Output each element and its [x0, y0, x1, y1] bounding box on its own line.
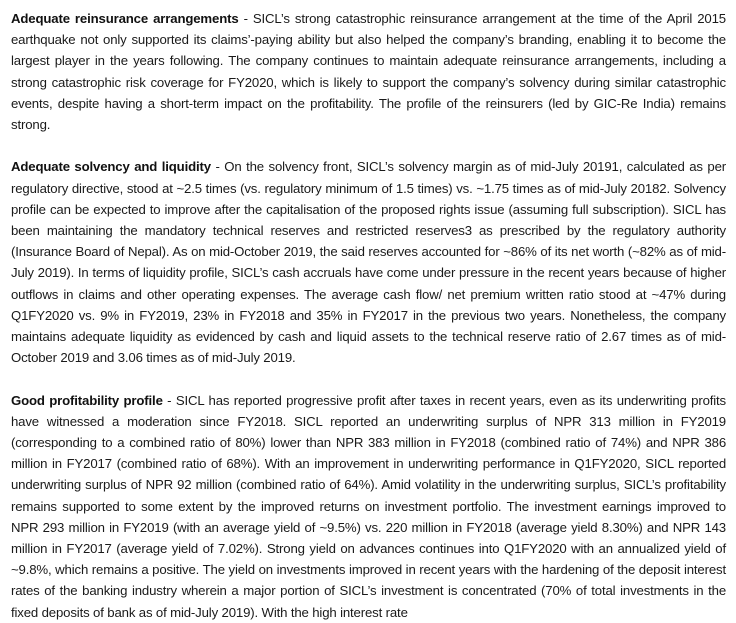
paragraph-body: SICL’s strong catastrophic reinsurance arrangement at the time of the April 2015 earthquake not only supported its claims’-paying ability but also helped the company’s branding, enabling it to become the largest player in the years following. The company continues to maintain adequate reinsurance arrangements, including a strong catastrophic risk coverage for FY2020, which is likely to support the company’s solvency during similar catastrophic events, despite having a short-term impact on the profitability. The profile of the reinsurers (led by GIC-Re India) remains strong. [11, 11, 726, 133]
paragraph-body: On the solvency front, SICL’s solvency margin as of mid-July 20191, calculated as per regulatory directive, stood at ~2.5 times (vs. regulatory minimum of 1.5 times) vs. ~1.75 times as of mid-July 20182. Solvency profile can be expected to improve after the capitalisation of the proposed rights issue (assuming full subscription). SICL has been maintaining the mandatory technical reserves and restricted reserves3 as prescribed by the regulatory authority (Insurance Board of Nepal). As on mid-October 2019, the said reserves accounted for ~86% of its net worth (~82% as of mid-July 2019). In terms of liquidity profile, SICL’s cash accruals have come under pressure in the recent years because of higher outflows in claims and other operating expenses. The average cash flow/ net premium written ratio stood at ~47% during Q1FY2020 vs. 9% in FY2019, 23% in FY2018 and 35% in FY2017 in the previous two years. Nonetheless, the company maintains adequate liquidity as evidenced by cash and liquid assets to the technical reserve ratio of 2.67 times as of mid-October 2019 and 3.06 times as of mid-July 2019. [11, 159, 726, 366]
heading-separator: - [238, 11, 253, 26]
paragraph-profitability [11, 390, 726, 623]
paragraph-heading: Adequate solvency and liquidity [11, 159, 211, 175]
heading-separator: - [162, 392, 176, 408]
paragraph-reinsurance [11, 8, 726, 135]
paragraph-body: SICL has reported progressive profit after taxes in recent years, even as its underwriting profits have witnessed a moderation since FY2018. SICL reported an underwriting surplus of NPR 313 million in FY2019 (corresponding to a combined ratio of 80%) lower than NPR 383 million in FY2018 (combined ratio of 74%) and NPR 386 million in FY2017 (combined ratio of 68%). With an improvement in underwriting performance in Q1FY2020, SICL reported underwriting surplus of NPR 92 million (combined ratio of 64%). Amid volatility in the underwriting surplus, SICL’s profitability remains supported to some extent by the improved returns on investment portfolio. The investment earnings improved to NPR 293 million in FY2019 (with an average yield of ~9.5%) vs. 220 million in FY2018 (average yield 8.30%) and NPR 143 million in FY2017 (average yield of 7.02%). Strong yield on advances continues into Q1FY2020 with an annualized yield of ~9.8%, which remains a positive. The yield on investments improved in recent years with the hardening of the deposit interest rates of the banking industry wherein a major portion of SICL’s investment is concentrated (70% of total investments in the fixed deposits of bank as of mid-July 2019). With the high interest rate [11, 392, 727, 620]
paragraph-heading: Good profitability profile [11, 392, 163, 408]
paragraph-heading: Adequate reinsurance arrangements [11, 11, 239, 26]
paragraph-solvency-liquidity [11, 156, 726, 368]
heading-separator: - [210, 159, 225, 175]
